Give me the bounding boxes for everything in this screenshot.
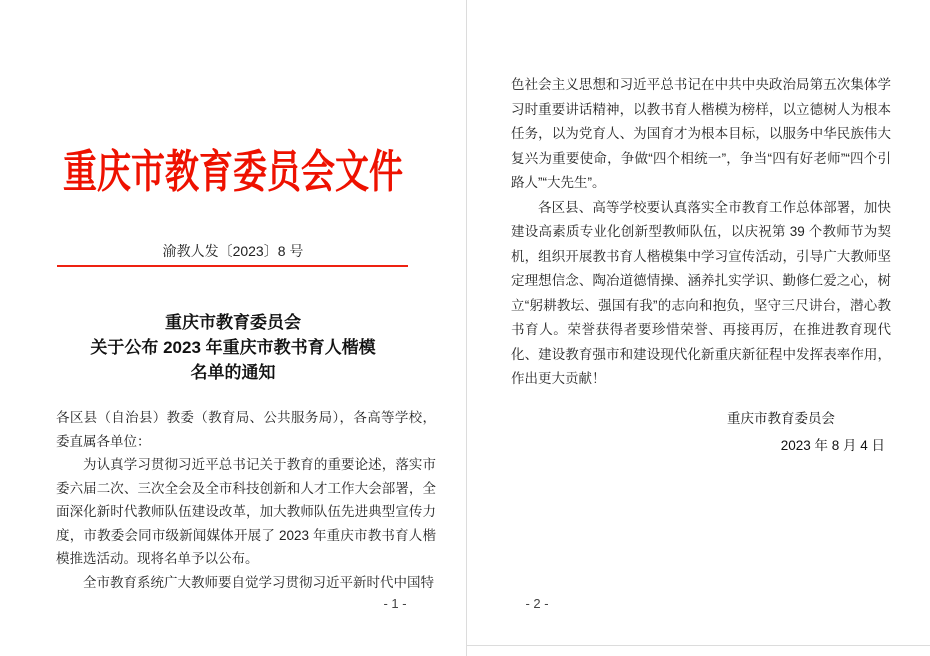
letterhead-red-rule bbox=[57, 265, 408, 267]
paragraph-1: 为认真学习贯彻习近平总书记关于教育的重要论述，落实市委六届二次、三次全会及全市科技创新和人才工作大会部署，全面深化新时代教师队伍建设改革，加大教师队伍先进典型宣传力度，市教委会同市级新闻媒体开展了 2023 年重庆市教书育人楷模推选活动。现将名单予以公布。 bbox=[56, 457, 436, 566]
salutation: 各区县（自治县）教委（教育局、公共服务局），各高等学校，委直属各单位： bbox=[56, 410, 436, 449]
notice-title-line1: 重庆市教育委员会 bbox=[165, 313, 301, 332]
signature-date: 2023 年 8 月 4 日 bbox=[780, 438, 885, 453]
paragraph-3: 各区县、高等学校要认真落实全市教育工作总体部署，加快建设高素质专业化创新型教师队伍，以庆祝第 39 个教师节为契机，组织开展教书育人楷模集中学习宣传活动，引导广大教师坚定理想信念、陶冶道德情操、涵养扎实学识、勤修仁爱之心，树立“躬耕教坛、强国有我”的志向和抱负，坚守三尺讲台，潜心教书育人。荣誉获得者要珍惜荣誉、再接再厉，在推进教育现代化、建设教育强市和建设现代化新重庆新征程中发挥表率作用，作出更大贡献！ bbox=[511, 199, 891, 386]
signature-organization: 重庆市教育委员会 bbox=[727, 411, 835, 426]
page2-body bbox=[511, 73, 891, 392]
page1-body bbox=[56, 406, 436, 594]
document-number: 渝教人发〔2023〕8 号 bbox=[162, 243, 304, 259]
page2-bottom-edge-line bbox=[466, 645, 930, 646]
notice-title-line3: 名单的通知 bbox=[190, 363, 276, 382]
page2-page-number: - 2 - bbox=[525, 596, 549, 611]
notice-title bbox=[0, 310, 466, 385]
page-divider-line bbox=[466, 0, 467, 656]
paragraph-2-start: 全市教育系统广大教师要自觉学习贯彻习近平新时代中国特 bbox=[83, 574, 434, 590]
page1-page-number: - 1 - bbox=[383, 596, 407, 611]
notice-title-line2: 关于公布 2023 年重庆市教书育人楷模 bbox=[90, 338, 376, 357]
paragraph-2-continued: 色社会主义思想和习近平总书记在中共中央政治局第五次集体学习时重要讲话精神，以教书育人楷模为榜样，以立德树人为根本任务，以为党育人、为国育才为根本目标，以服务中华民族伟大复兴为重要使命，争做“四个相统一”，争当“四有好老师”“四个引路人”“大先生”。 bbox=[511, 77, 891, 190]
letterhead-title: 重庆市教育委员会文件 bbox=[63, 147, 403, 198]
